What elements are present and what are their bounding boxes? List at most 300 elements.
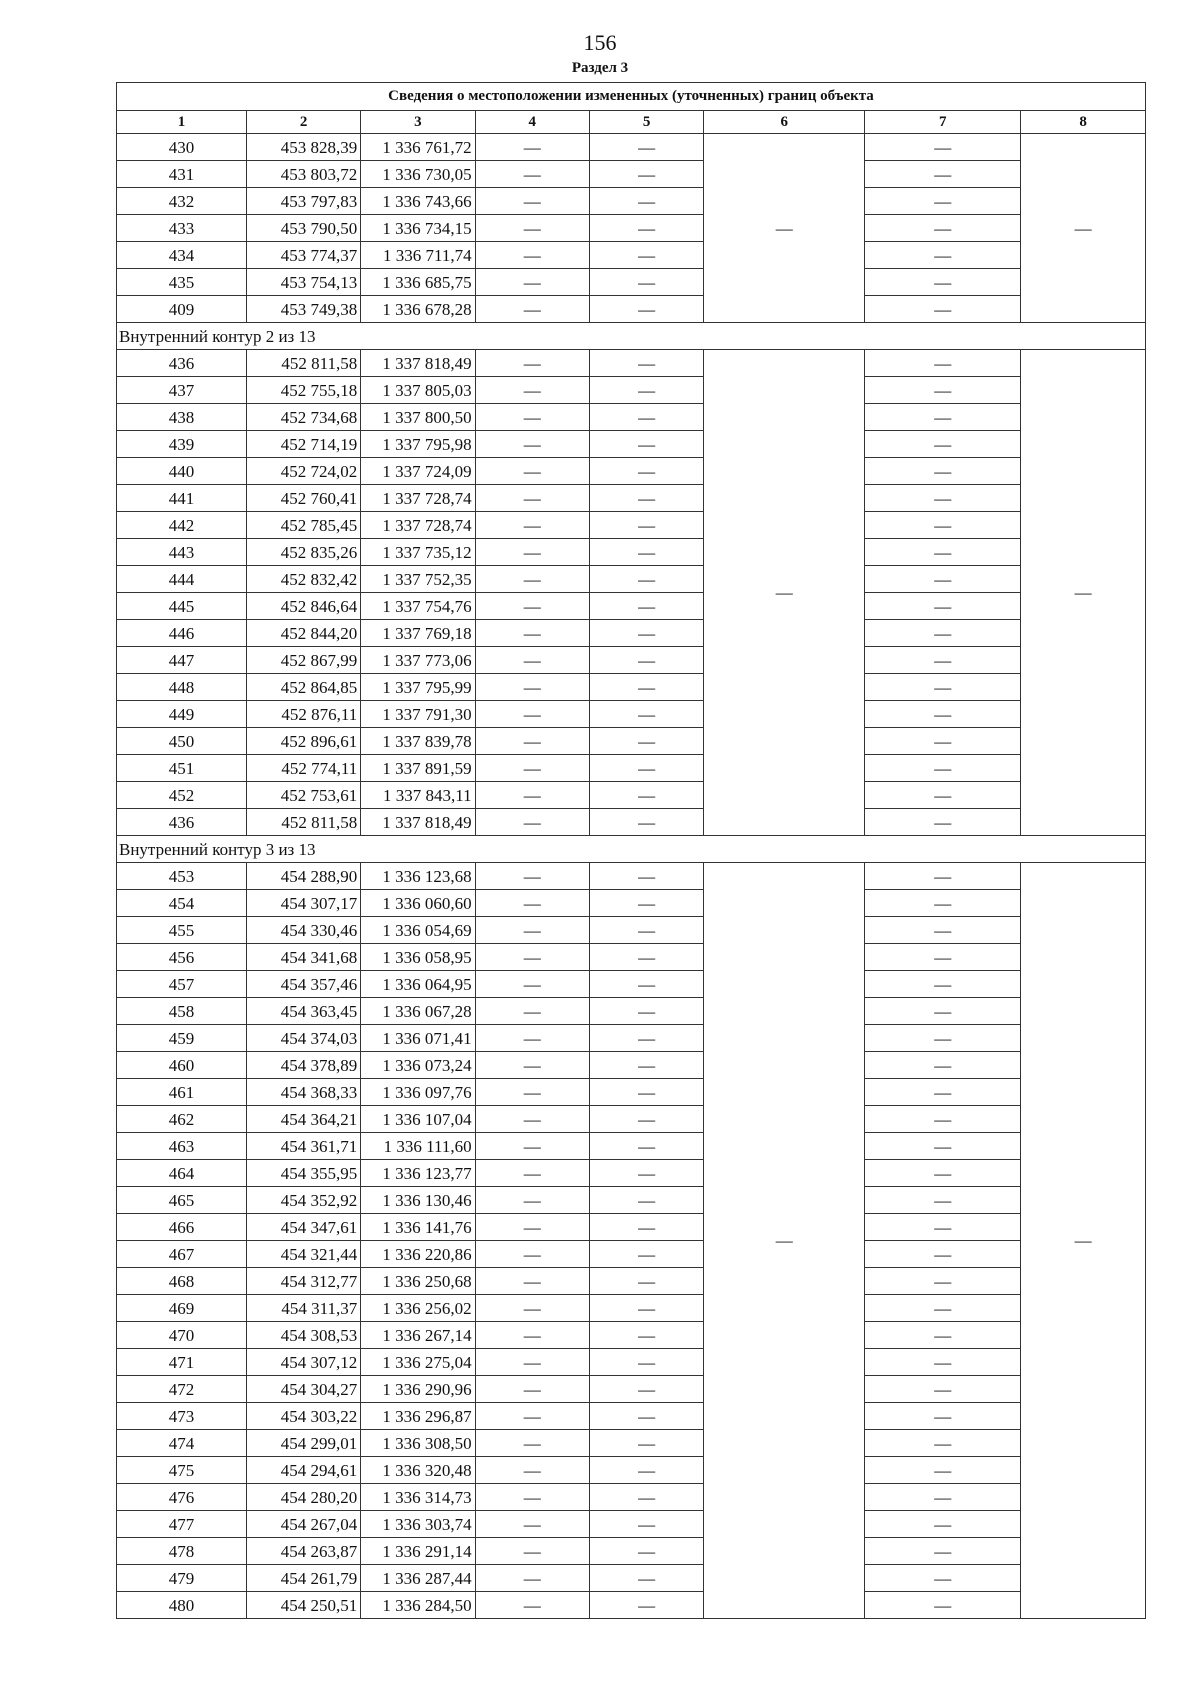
- point-number: 450: [117, 728, 247, 755]
- point-number: 437: [117, 377, 247, 404]
- dash-cell: —: [865, 1565, 1021, 1592]
- dash-cell: —: [475, 1484, 589, 1511]
- dash-cell: —: [589, 458, 703, 485]
- dash-cell: —: [865, 647, 1021, 674]
- x-coordinate: 454 308,53: [246, 1322, 360, 1349]
- point-number: 449: [117, 701, 247, 728]
- point-number: 442: [117, 512, 247, 539]
- table-row: [117, 674, 1146, 701]
- table-row: [117, 701, 1146, 728]
- dash-cell: —: [475, 1376, 589, 1403]
- x-coordinate: 454 363,45: [246, 998, 360, 1025]
- x-coordinate: 452 835,26: [246, 539, 360, 566]
- point-number: 433: [117, 215, 247, 242]
- table-body: [117, 83, 1146, 1619]
- y-coordinate: 1 336 284,50: [361, 1592, 475, 1619]
- dash-cell: —: [589, 890, 703, 917]
- dash-cell: —: [865, 1241, 1021, 1268]
- x-coordinate: 454 311,37: [246, 1295, 360, 1322]
- y-coordinate: 1 337 773,06: [361, 647, 475, 674]
- dash-cell: —: [865, 215, 1021, 242]
- dash-cell: —: [865, 998, 1021, 1025]
- x-coordinate: 453 749,38: [246, 296, 360, 323]
- y-coordinate: 1 336 141,76: [361, 1214, 475, 1241]
- column-header: 6: [704, 111, 865, 134]
- table-row: [117, 431, 1146, 458]
- dash-cell: —: [589, 404, 703, 431]
- dash-cell: —: [589, 161, 703, 188]
- table-row: [117, 1430, 1146, 1457]
- dash-cell: —: [589, 728, 703, 755]
- column-header: 2: [246, 111, 360, 134]
- dash-cell: —: [475, 1538, 589, 1565]
- column-header-row: [117, 111, 1146, 134]
- y-coordinate: 1 337 728,74: [361, 485, 475, 512]
- x-coordinate: 453 774,37: [246, 242, 360, 269]
- dash-cell: —: [589, 809, 703, 836]
- x-coordinate: 452 724,02: [246, 458, 360, 485]
- dash-cell: —: [475, 1079, 589, 1106]
- y-coordinate: 1 336 761,72: [361, 134, 475, 161]
- dash-cell: —: [865, 674, 1021, 701]
- y-coordinate: 1 336 250,68: [361, 1268, 475, 1295]
- merged-dash-cell: —: [1021, 350, 1146, 836]
- dash-cell: —: [865, 1160, 1021, 1187]
- table-row: [117, 917, 1146, 944]
- dash-cell: —: [589, 782, 703, 809]
- point-number: 447: [117, 647, 247, 674]
- dash-cell: —: [589, 593, 703, 620]
- point-number: 471: [117, 1349, 247, 1376]
- dash-cell: —: [865, 1349, 1021, 1376]
- dash-cell: —: [475, 1133, 589, 1160]
- table-row: [117, 296, 1146, 323]
- table-row: [117, 134, 1146, 161]
- y-coordinate: 1 337 795,98: [361, 431, 475, 458]
- y-coordinate: 1 336 107,04: [361, 1106, 475, 1133]
- x-coordinate: 454 330,46: [246, 917, 360, 944]
- point-number: 445: [117, 593, 247, 620]
- dash-cell: —: [865, 404, 1021, 431]
- table-caption-row: [117, 83, 1146, 111]
- table-row: [117, 1025, 1146, 1052]
- point-number: 444: [117, 566, 247, 593]
- y-coordinate: 1 337 818,49: [361, 809, 475, 836]
- dash-cell: —: [475, 809, 589, 836]
- dash-cell: —: [475, 1322, 589, 1349]
- y-coordinate: 1 337 805,03: [361, 377, 475, 404]
- table-row: [117, 1484, 1146, 1511]
- dash-cell: —: [589, 566, 703, 593]
- point-number: 462: [117, 1106, 247, 1133]
- dash-cell: —: [589, 917, 703, 944]
- table-row: [117, 1565, 1146, 1592]
- dash-cell: —: [475, 701, 589, 728]
- column-header: 8: [1021, 111, 1146, 134]
- table-row: [117, 269, 1146, 296]
- dash-cell: —: [589, 431, 703, 458]
- y-coordinate: 1 336 685,75: [361, 269, 475, 296]
- y-coordinate: 1 337 728,74: [361, 512, 475, 539]
- point-number: 436: [117, 350, 247, 377]
- y-coordinate: 1 337 752,35: [361, 566, 475, 593]
- x-coordinate: 452 844,20: [246, 620, 360, 647]
- dash-cell: —: [589, 1160, 703, 1187]
- dash-cell: —: [865, 161, 1021, 188]
- contour-heading: Внутренний контур 2 из 13: [117, 323, 1146, 350]
- point-number: 454: [117, 890, 247, 917]
- x-coordinate: 454 364,21: [246, 1106, 360, 1133]
- dash-cell: —: [475, 134, 589, 161]
- merged-dash-cell: —: [704, 350, 865, 836]
- y-coordinate: 1 336 123,77: [361, 1160, 475, 1187]
- point-number: 448: [117, 674, 247, 701]
- dash-cell: —: [475, 782, 589, 809]
- dash-cell: —: [865, 512, 1021, 539]
- dash-cell: —: [589, 971, 703, 998]
- table-row: [117, 1214, 1146, 1241]
- table-row: [117, 1241, 1146, 1268]
- x-coordinate: 454 374,03: [246, 1025, 360, 1052]
- dash-cell: —: [475, 593, 589, 620]
- dash-cell: —: [865, 134, 1021, 161]
- column-header: 5: [589, 111, 703, 134]
- dash-cell: —: [475, 404, 589, 431]
- x-coordinate: 452 755,18: [246, 377, 360, 404]
- dash-cell: —: [475, 161, 589, 188]
- y-coordinate: 1 337 754,76: [361, 593, 475, 620]
- dash-cell: —: [589, 863, 703, 890]
- dash-cell: —: [865, 1403, 1021, 1430]
- x-coordinate: 452 846,64: [246, 593, 360, 620]
- table-row: [117, 377, 1146, 404]
- y-coordinate: 1 336 296,87: [361, 1403, 475, 1430]
- dash-cell: —: [589, 674, 703, 701]
- dash-cell: —: [475, 1160, 589, 1187]
- x-coordinate: 452 864,85: [246, 674, 360, 701]
- dash-cell: —: [475, 539, 589, 566]
- point-number: 474: [117, 1430, 247, 1457]
- dash-cell: —: [475, 1214, 589, 1241]
- dash-cell: —: [589, 134, 703, 161]
- dash-cell: —: [589, 1403, 703, 1430]
- dash-cell: —: [475, 971, 589, 998]
- dash-cell: —: [589, 215, 703, 242]
- point-number: 443: [117, 539, 247, 566]
- dash-cell: —: [589, 539, 703, 566]
- dash-cell: —: [475, 1295, 589, 1322]
- dash-cell: —: [589, 1268, 703, 1295]
- x-coordinate: 454 312,77: [246, 1268, 360, 1295]
- point-number: 446: [117, 620, 247, 647]
- y-coordinate: 1 336 097,76: [361, 1079, 475, 1106]
- point-number: 451: [117, 755, 247, 782]
- dash-cell: —: [475, 674, 589, 701]
- dash-cell: —: [589, 701, 703, 728]
- table-row: [117, 1079, 1146, 1106]
- x-coordinate: 452 896,61: [246, 728, 360, 755]
- table-row: [117, 1376, 1146, 1403]
- dash-cell: —: [475, 1403, 589, 1430]
- table-row: [117, 593, 1146, 620]
- table-row: [117, 1538, 1146, 1565]
- y-coordinate: 1 336 314,73: [361, 1484, 475, 1511]
- y-coordinate: 1 336 054,69: [361, 917, 475, 944]
- dash-cell: —: [589, 647, 703, 674]
- merged-dash-cell: —: [704, 134, 865, 323]
- dash-cell: —: [865, 809, 1021, 836]
- table-row: [117, 944, 1146, 971]
- point-number: 480: [117, 1592, 247, 1619]
- table-row: [117, 566, 1146, 593]
- dash-cell: —: [865, 620, 1021, 647]
- point-number: 456: [117, 944, 247, 971]
- dash-cell: —: [865, 296, 1021, 323]
- x-coordinate: 454 261,79: [246, 1565, 360, 1592]
- y-coordinate: 1 336 734,15: [361, 215, 475, 242]
- x-coordinate: 454 250,51: [246, 1592, 360, 1619]
- dash-cell: —: [589, 1214, 703, 1241]
- dash-cell: —: [475, 998, 589, 1025]
- dash-cell: —: [865, 269, 1021, 296]
- x-coordinate: 454 321,44: [246, 1241, 360, 1268]
- x-coordinate: 452 774,11: [246, 755, 360, 782]
- dash-cell: —: [865, 1295, 1021, 1322]
- table-row: [117, 971, 1146, 998]
- point-number: 434: [117, 242, 247, 269]
- x-coordinate: 454 368,33: [246, 1079, 360, 1106]
- point-number: 439: [117, 431, 247, 458]
- dash-cell: —: [475, 890, 589, 917]
- table-row: [117, 350, 1146, 377]
- dash-cell: —: [589, 296, 703, 323]
- dash-cell: —: [589, 350, 703, 377]
- y-coordinate: 1 336 256,02: [361, 1295, 475, 1322]
- dash-cell: —: [475, 1241, 589, 1268]
- point-number: 477: [117, 1511, 247, 1538]
- dash-cell: —: [475, 647, 589, 674]
- dash-cell: —: [865, 1376, 1021, 1403]
- column-header: 4: [475, 111, 589, 134]
- dash-cell: —: [475, 1430, 589, 1457]
- dash-cell: —: [475, 1106, 589, 1133]
- dash-cell: —: [865, 971, 1021, 998]
- point-number: 476: [117, 1484, 247, 1511]
- dash-cell: —: [865, 701, 1021, 728]
- dash-cell: —: [589, 620, 703, 647]
- x-coordinate: 453 790,50: [246, 215, 360, 242]
- dash-cell: —: [589, 1079, 703, 1106]
- dash-cell: —: [589, 1106, 703, 1133]
- dash-cell: —: [475, 917, 589, 944]
- table-row: [117, 161, 1146, 188]
- y-coordinate: 1 336 678,28: [361, 296, 475, 323]
- point-number: 440: [117, 458, 247, 485]
- point-number: 465: [117, 1187, 247, 1214]
- x-coordinate: 454 355,95: [246, 1160, 360, 1187]
- table-row: [117, 620, 1146, 647]
- y-coordinate: 1 337 791,30: [361, 701, 475, 728]
- dash-cell: —: [475, 755, 589, 782]
- dash-cell: —: [475, 215, 589, 242]
- x-coordinate: 454 341,68: [246, 944, 360, 971]
- dash-cell: —: [475, 620, 589, 647]
- dash-cell: —: [865, 188, 1021, 215]
- merged-dash-cell: —: [1021, 134, 1146, 323]
- x-coordinate: 454 263,87: [246, 1538, 360, 1565]
- dash-cell: —: [865, 863, 1021, 890]
- y-coordinate: 1 336 130,46: [361, 1187, 475, 1214]
- dash-cell: —: [865, 890, 1021, 917]
- x-coordinate: 452 785,45: [246, 512, 360, 539]
- contour-heading: Внутренний контур 3 из 13: [117, 836, 1146, 863]
- point-number: 469: [117, 1295, 247, 1322]
- table-row: [117, 1187, 1146, 1214]
- dash-cell: —: [589, 1241, 703, 1268]
- table-row: [117, 215, 1146, 242]
- dash-cell: —: [589, 485, 703, 512]
- table-row: [117, 755, 1146, 782]
- point-number: 479: [117, 1565, 247, 1592]
- dash-cell: —: [589, 1457, 703, 1484]
- dash-cell: —: [475, 512, 589, 539]
- dash-cell: —: [589, 1376, 703, 1403]
- y-coordinate: 1 336 730,05: [361, 161, 475, 188]
- y-coordinate: 1 336 290,96: [361, 1376, 475, 1403]
- dash-cell: —: [589, 188, 703, 215]
- dash-cell: —: [475, 1187, 589, 1214]
- x-coordinate: 453 797,83: [246, 188, 360, 215]
- dash-cell: —: [865, 1430, 1021, 1457]
- y-coordinate: 1 336 071,41: [361, 1025, 475, 1052]
- y-coordinate: 1 336 291,14: [361, 1538, 475, 1565]
- point-number: 459: [117, 1025, 247, 1052]
- y-coordinate: 1 336 073,24: [361, 1052, 475, 1079]
- dash-cell: —: [475, 944, 589, 971]
- column-header: 1: [117, 111, 247, 134]
- x-coordinate: 452 867,99: [246, 647, 360, 674]
- x-coordinate: 454 347,61: [246, 1214, 360, 1241]
- point-number: 461: [117, 1079, 247, 1106]
- table-row: [117, 188, 1146, 215]
- dash-cell: —: [865, 1268, 1021, 1295]
- y-coordinate: 1 337 800,50: [361, 404, 475, 431]
- dash-cell: —: [589, 1025, 703, 1052]
- table-row: [117, 1511, 1146, 1538]
- y-coordinate: 1 336 308,50: [361, 1430, 475, 1457]
- dash-cell: —: [475, 863, 589, 890]
- dash-cell: —: [475, 1592, 589, 1619]
- y-coordinate: 1 337 839,78: [361, 728, 475, 755]
- dash-cell: —: [865, 431, 1021, 458]
- contour-heading-row: [117, 323, 1146, 350]
- x-coordinate: 454 357,46: [246, 971, 360, 998]
- x-coordinate: 454 361,71: [246, 1133, 360, 1160]
- dash-cell: —: [865, 1538, 1021, 1565]
- x-coordinate: 454 294,61: [246, 1457, 360, 1484]
- dash-cell: —: [865, 566, 1021, 593]
- table-row: [117, 458, 1146, 485]
- dash-cell: —: [475, 1268, 589, 1295]
- y-coordinate: 1 336 060,60: [361, 890, 475, 917]
- point-number: 458: [117, 998, 247, 1025]
- table-row: [117, 1403, 1146, 1430]
- dash-cell: —: [475, 1349, 589, 1376]
- point-number: 478: [117, 1538, 247, 1565]
- table-row: [117, 782, 1146, 809]
- dash-cell: —: [475, 242, 589, 269]
- x-coordinate: 452 811,58: [246, 350, 360, 377]
- dash-cell: —: [589, 1187, 703, 1214]
- dash-cell: —: [475, 377, 589, 404]
- dash-cell: —: [865, 1511, 1021, 1538]
- dash-cell: —: [589, 755, 703, 782]
- x-coordinate: 454 352,92: [246, 1187, 360, 1214]
- x-coordinate: 454 299,01: [246, 1430, 360, 1457]
- table-row: [117, 647, 1146, 674]
- x-coordinate: 452 734,68: [246, 404, 360, 431]
- y-coordinate: 1 336 064,95: [361, 971, 475, 998]
- x-coordinate: 454 378,89: [246, 1052, 360, 1079]
- dash-cell: —: [865, 350, 1021, 377]
- dash-cell: —: [475, 566, 589, 593]
- boundary-coordinates-table: [116, 82, 1146, 1619]
- point-number: 467: [117, 1241, 247, 1268]
- table-row: [117, 728, 1146, 755]
- dash-cell: —: [475, 485, 589, 512]
- table-row: [117, 485, 1146, 512]
- point-number: 435: [117, 269, 247, 296]
- y-coordinate: 1 337 891,59: [361, 755, 475, 782]
- table-row: [117, 809, 1146, 836]
- y-coordinate: 1 336 220,86: [361, 1241, 475, 1268]
- table-caption: Сведения о местоположении измененных (уточненных) границ объекта: [117, 83, 1146, 111]
- x-coordinate: 452 876,11: [246, 701, 360, 728]
- dash-cell: —: [865, 1025, 1021, 1052]
- dash-cell: —: [865, 782, 1021, 809]
- dash-cell: —: [865, 944, 1021, 971]
- point-number: 436: [117, 809, 247, 836]
- y-coordinate: 1 336 743,66: [361, 188, 475, 215]
- point-number: 472: [117, 1376, 247, 1403]
- merged-dash-cell: —: [704, 863, 865, 1619]
- x-coordinate: 454 303,22: [246, 1403, 360, 1430]
- dash-cell: —: [589, 1349, 703, 1376]
- table-row: [117, 1106, 1146, 1133]
- y-coordinate: 1 337 724,09: [361, 458, 475, 485]
- page-number: 156: [583, 30, 617, 55]
- merged-dash-cell: —: [1021, 863, 1146, 1619]
- dash-cell: —: [865, 1322, 1021, 1349]
- point-number: 409: [117, 296, 247, 323]
- table-row: [117, 1160, 1146, 1187]
- y-coordinate: 1 336 711,74: [361, 242, 475, 269]
- y-coordinate: 1 336 267,14: [361, 1322, 475, 1349]
- point-number: 438: [117, 404, 247, 431]
- y-coordinate: 1 336 111,60: [361, 1133, 475, 1160]
- dash-cell: —: [589, 1538, 703, 1565]
- y-coordinate: 1 337 795,99: [361, 674, 475, 701]
- y-coordinate: 1 336 320,48: [361, 1457, 475, 1484]
- dash-cell: —: [865, 1106, 1021, 1133]
- point-number: 463: [117, 1133, 247, 1160]
- x-coordinate: 453 754,13: [246, 269, 360, 296]
- point-number: 453: [117, 863, 247, 890]
- table-row: [117, 1322, 1146, 1349]
- x-coordinate: 452 832,42: [246, 566, 360, 593]
- x-coordinate: 453 803,72: [246, 161, 360, 188]
- x-coordinate: 454 307,17: [246, 890, 360, 917]
